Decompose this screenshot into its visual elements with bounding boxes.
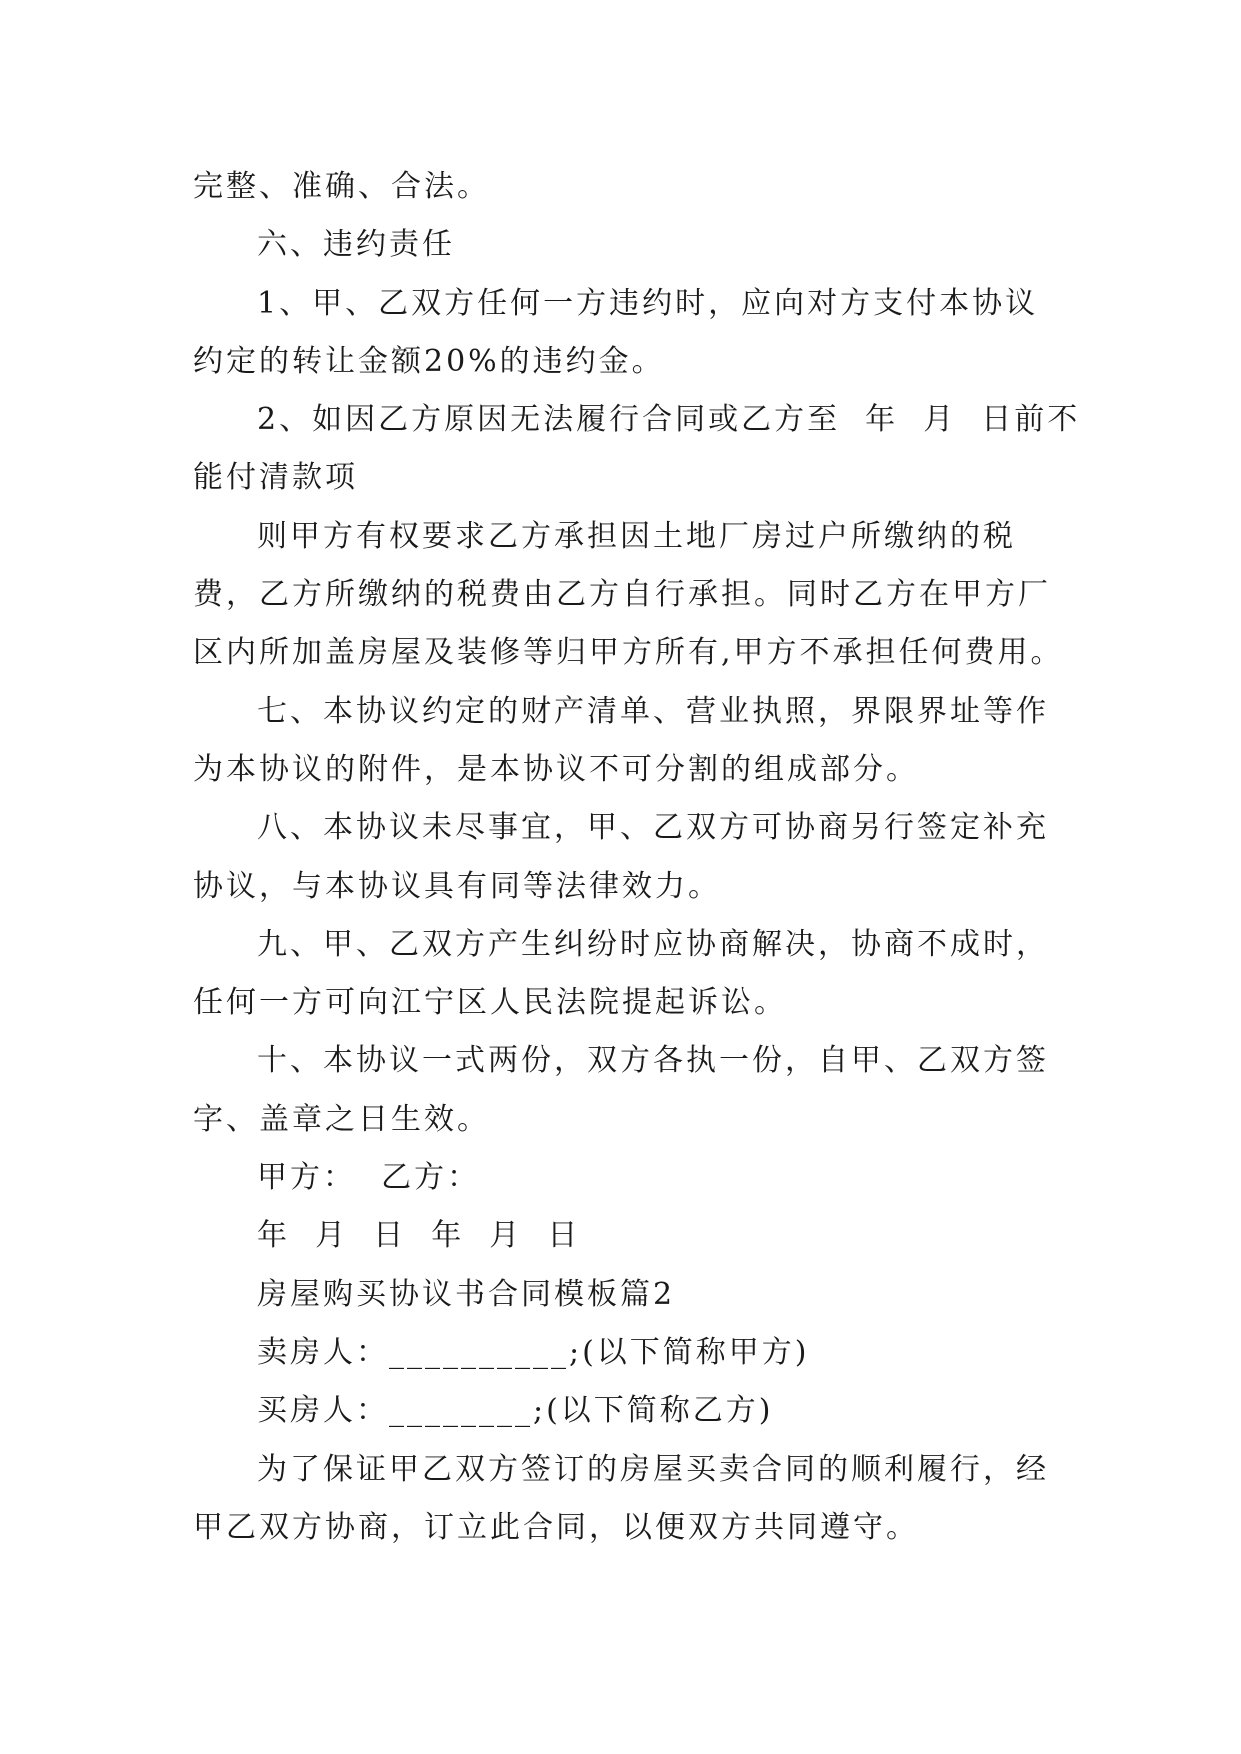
text-line: 八、本协议未尽事宜，甲、乙双方可协商另行签定补充 xyxy=(257,810,1049,846)
text-line: 七、本协议约定的财产清单、营业执照，界限界址等作 xyxy=(257,693,1049,729)
text-line: 能付清款项 xyxy=(193,460,358,496)
text-line: 为本协议的附件，是本协议不可分割的组成部分。 xyxy=(193,751,919,787)
document-page xyxy=(193,158,1081,1557)
text-line: 甲乙双方协商，订立此合同，以便双方共同遵守。 xyxy=(193,1509,919,1545)
text-line: 十、本协议一式两份，双方各执一份，自甲、乙双方签 xyxy=(257,1043,1049,1079)
text-line: 任何一方可向江宁区人民法院提起诉讼。 xyxy=(193,985,787,1021)
text-line: 区内所加盖房屋及装修等归甲方所有,甲方不承担任何费用。 xyxy=(193,635,1064,671)
signature-parties: 甲方： 乙方： xyxy=(257,1160,481,1196)
text-line: 约定的转让金额20%的违约金。 xyxy=(193,343,665,379)
text-line: 则甲方有权要求乙方承担因土地厂房过户所缴纳的税 xyxy=(257,518,1016,554)
text-line: 1、甲、乙双方任何一方违约时，应向对方支付本协议 xyxy=(257,285,1039,321)
text-line: 九、甲、乙双方产生纠纷时应协商解决，协商不成时， xyxy=(257,926,1049,962)
text-line: 协议，与本协议具有同等法律效力。 xyxy=(193,868,721,904)
text-line: 费，乙方所缴纳的税费由乙方自行承担。同时乙方在甲方厂 xyxy=(193,577,1051,613)
text-line: 字、盖章之日生效。 xyxy=(193,1101,490,1137)
section-heading: 六、违约责任 xyxy=(257,227,455,263)
section-title: 房屋购买协议书合同模板篇2 xyxy=(257,1276,676,1312)
text-line: 完整、准确、合法。 xyxy=(193,169,490,204)
text-line: 2、如因乙方原因无法履行合同或乙方至 年 月 日前不 xyxy=(257,402,1081,438)
text-line: 为了保证甲乙双方签订的房屋买卖合同的顺利履行，经 xyxy=(257,1451,1049,1487)
buyer-line: 买房人：________;(以下简称乙方) xyxy=(257,1393,774,1429)
seller-line: 卖房人：__________;(以下简称甲方) xyxy=(257,1334,810,1370)
signature-dates: 年 月 日 年 月 日 xyxy=(257,1218,581,1254)
